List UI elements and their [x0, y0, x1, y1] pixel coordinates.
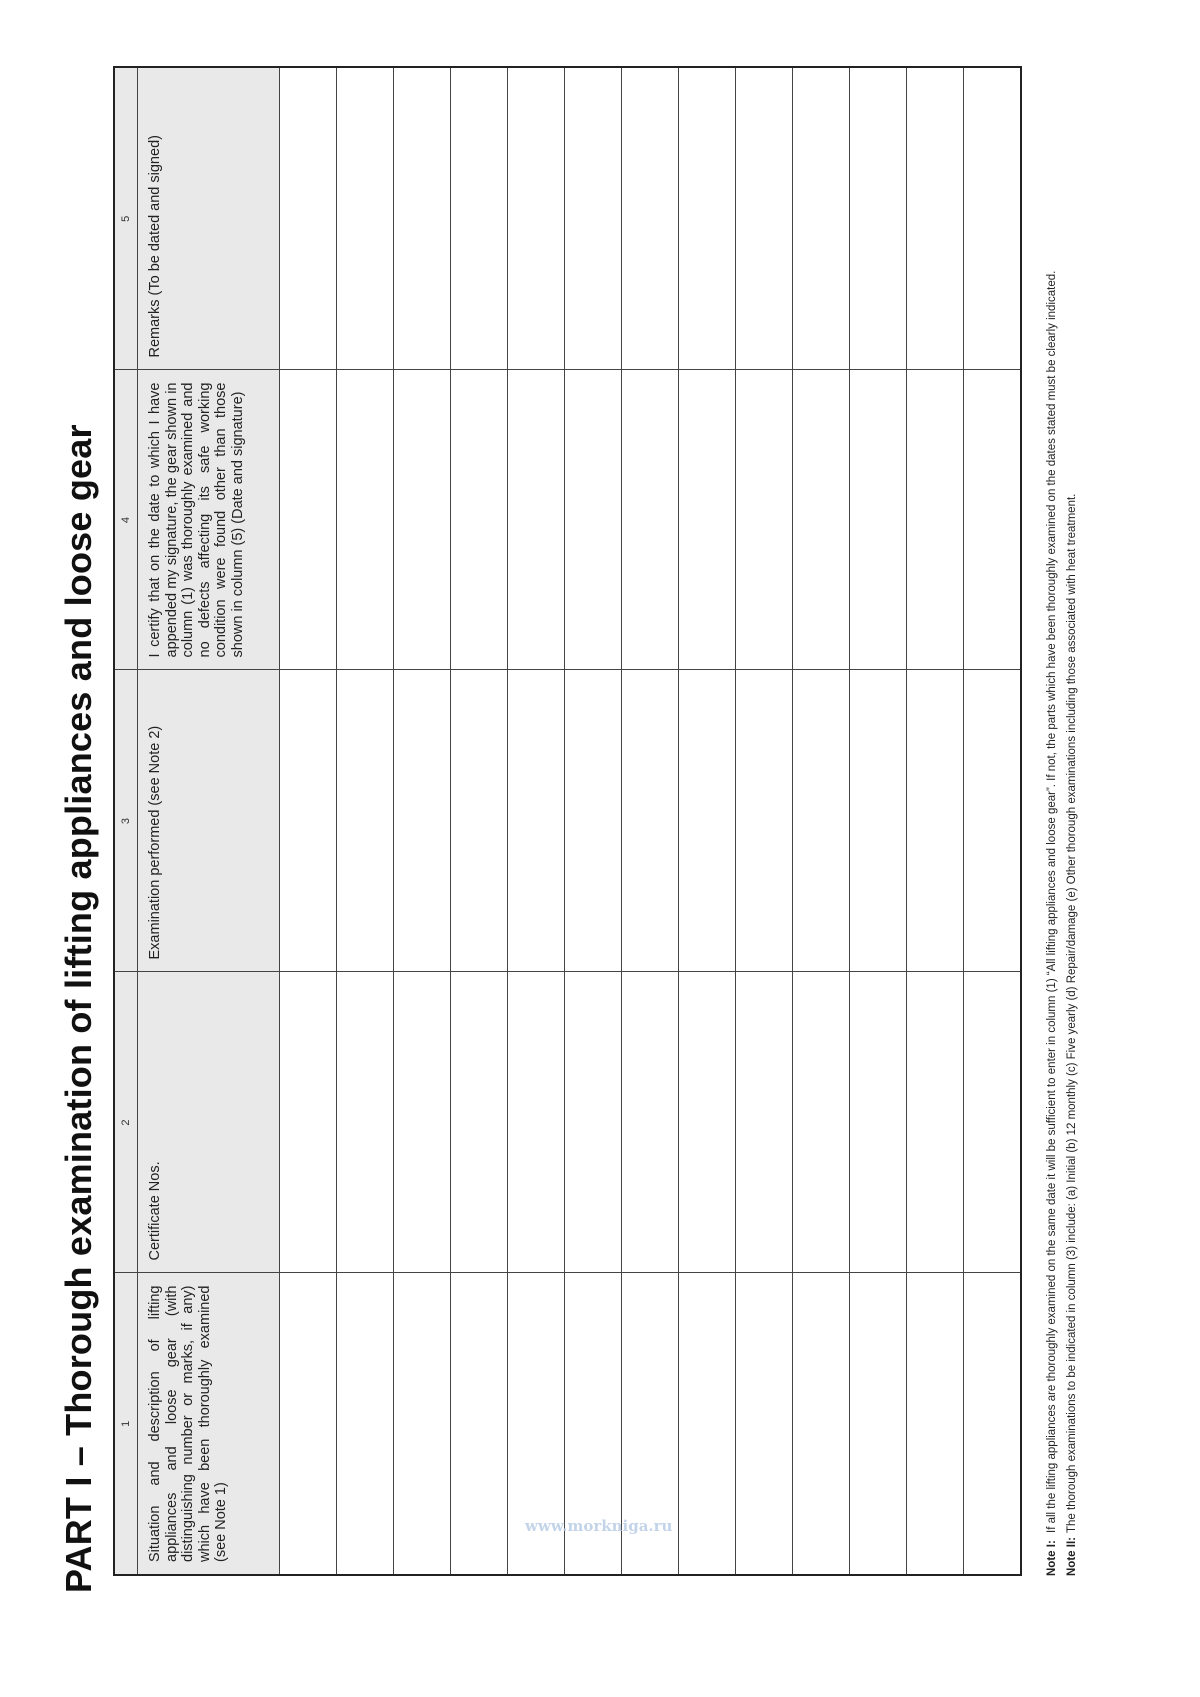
- description-cell[interactable]: [280, 1273, 337, 1575]
- examination-cell[interactable]: [679, 670, 736, 972]
- signature-cell[interactable]: [337, 370, 394, 670]
- description-cell[interactable]: [964, 1273, 1022, 1575]
- remarks-cell[interactable]: [736, 67, 793, 370]
- signature-cell[interactable]: [907, 370, 964, 670]
- certificate-cell[interactable]: [394, 972, 451, 1273]
- remarks-cell[interactable]: [394, 67, 451, 370]
- certificate-cell[interactable]: [907, 972, 964, 1273]
- table-row: [508, 67, 565, 1575]
- column-header-certification: I certify that on the date to which I have appended my signature, the gear shown in column (1) was thoroughly examined and no defects affecting its safe working condition were found other than those shown in column (5) (Date and signature): [138, 370, 280, 670]
- column-header-description: Situation and description of lifting appliances and loose gear (with distinguishing number or marks, if any) which have been thoroughly examined (see Note 1): [138, 1273, 280, 1575]
- examination-cell[interactable]: [850, 670, 907, 972]
- table-row: [394, 67, 451, 1575]
- description-cell[interactable]: [337, 1273, 394, 1575]
- description-cell[interactable]: [850, 1273, 907, 1575]
- certificate-cell[interactable]: [508, 972, 565, 1273]
- certificate-cell[interactable]: [565, 972, 622, 1273]
- certificate-cell[interactable]: [337, 972, 394, 1273]
- examination-cell[interactable]: [508, 670, 565, 972]
- signature-cell[interactable]: [793, 370, 850, 670]
- remarks-cell[interactable]: [793, 67, 850, 370]
- description-cell[interactable]: [451, 1273, 508, 1575]
- column-number: 3: [114, 670, 138, 972]
- examination-cell[interactable]: [394, 670, 451, 972]
- column-number-row: [114, 67, 138, 1575]
- remarks-cell[interactable]: [850, 67, 907, 370]
- column-header-examination: Examination performed (see Note 2): [138, 670, 280, 972]
- signature-cell[interactable]: [622, 370, 679, 670]
- signature-cell[interactable]: [679, 370, 736, 670]
- page-title: PART I – Thorough examination of lifting appliances and loose gear: [58, 424, 99, 1593]
- examination-cell[interactable]: [337, 670, 394, 972]
- signature-cell[interactable]: [508, 370, 565, 670]
- certificate-cell[interactable]: [964, 972, 1022, 1273]
- signature-cell[interactable]: [394, 370, 451, 670]
- remarks-cell[interactable]: [280, 67, 337, 370]
- column-number: 4: [114, 370, 138, 670]
- examination-cell[interactable]: [451, 670, 508, 972]
- signature-cell[interactable]: [280, 370, 337, 670]
- signature-cell[interactable]: [565, 370, 622, 670]
- note-text: The thorough examinations to be indicated in column (3) include: (a) Initial (b) 12 monthly (c) Five yearly (d) Repair/damage (e) Other thorough examinations including those associated with heat treatment.: [1066, 493, 1078, 1533]
- remarks-cell[interactable]: [622, 67, 679, 370]
- column-number: 1: [114, 1273, 138, 1575]
- signature-cell[interactable]: [964, 370, 1022, 670]
- certificate-cell[interactable]: [622, 972, 679, 1273]
- certificate-cell[interactable]: [451, 972, 508, 1273]
- examination-cell[interactable]: [907, 670, 964, 972]
- table-row: [964, 67, 1022, 1575]
- note-label: Note II:: [1066, 1537, 1078, 1576]
- remarks-cell[interactable]: [565, 67, 622, 370]
- note-2: [1066, 46, 1079, 1576]
- certificate-cell[interactable]: [793, 972, 850, 1273]
- signature-cell[interactable]: [451, 370, 508, 670]
- certificate-cell[interactable]: [679, 972, 736, 1273]
- certificate-cell[interactable]: [850, 972, 907, 1273]
- column-number: 5: [114, 67, 138, 370]
- table-row: [793, 67, 850, 1575]
- signature-cell[interactable]: [736, 370, 793, 670]
- examination-cell[interactable]: [964, 670, 1022, 972]
- description-cell[interactable]: [394, 1273, 451, 1575]
- remarks-cell[interactable]: [337, 67, 394, 370]
- description-cell[interactable]: [907, 1273, 964, 1575]
- examination-cell[interactable]: [565, 670, 622, 972]
- table-row: [565, 67, 622, 1575]
- column-header-row: [138, 67, 280, 1575]
- table-row: [337, 67, 394, 1575]
- note-1: [1046, 46, 1059, 1576]
- examination-cell[interactable]: [622, 670, 679, 972]
- note-label: Note I:: [1046, 1540, 1058, 1576]
- table-row: [280, 67, 337, 1575]
- certificate-cell[interactable]: [280, 972, 337, 1273]
- table-row: [850, 67, 907, 1575]
- table-row: [622, 67, 679, 1575]
- column-number: 2: [114, 972, 138, 1273]
- remarks-cell[interactable]: [508, 67, 565, 370]
- table-body: [280, 67, 1022, 1575]
- examination-cell[interactable]: [793, 670, 850, 972]
- table-row: [736, 67, 793, 1575]
- remarks-cell[interactable]: [907, 67, 964, 370]
- examination-cell[interactable]: [736, 670, 793, 972]
- column-header-remarks: Remarks (To be dated and signed): [138, 67, 280, 370]
- examination-cell[interactable]: [280, 670, 337, 972]
- signature-cell[interactable]: [850, 370, 907, 670]
- description-cell[interactable]: [793, 1273, 850, 1575]
- table-row: [451, 67, 508, 1575]
- table-row: [679, 67, 736, 1575]
- table-row: [907, 67, 964, 1575]
- examination-register-table: [113, 66, 1022, 1576]
- remarks-cell[interactable]: [964, 67, 1022, 370]
- remarks-cell[interactable]: [451, 67, 508, 370]
- column-header-certificate: Certificate Nos.: [138, 972, 280, 1273]
- note-text: If all the lifting appliances are thoroughly examined on the same date it will be sufficient to enter in column (1) “All lifting appliances and loose gear”. If not, the parts which have been thoroughly examined on the dates stated must be clearly indicated.: [1046, 270, 1058, 1533]
- watermark-text: www.morkniga.ru: [525, 1517, 673, 1535]
- description-cell[interactable]: [679, 1273, 736, 1575]
- certificate-cell[interactable]: [736, 972, 793, 1273]
- notes-section: [1046, 46, 1086, 1576]
- remarks-cell[interactable]: [679, 67, 736, 370]
- description-cell[interactable]: [736, 1273, 793, 1575]
